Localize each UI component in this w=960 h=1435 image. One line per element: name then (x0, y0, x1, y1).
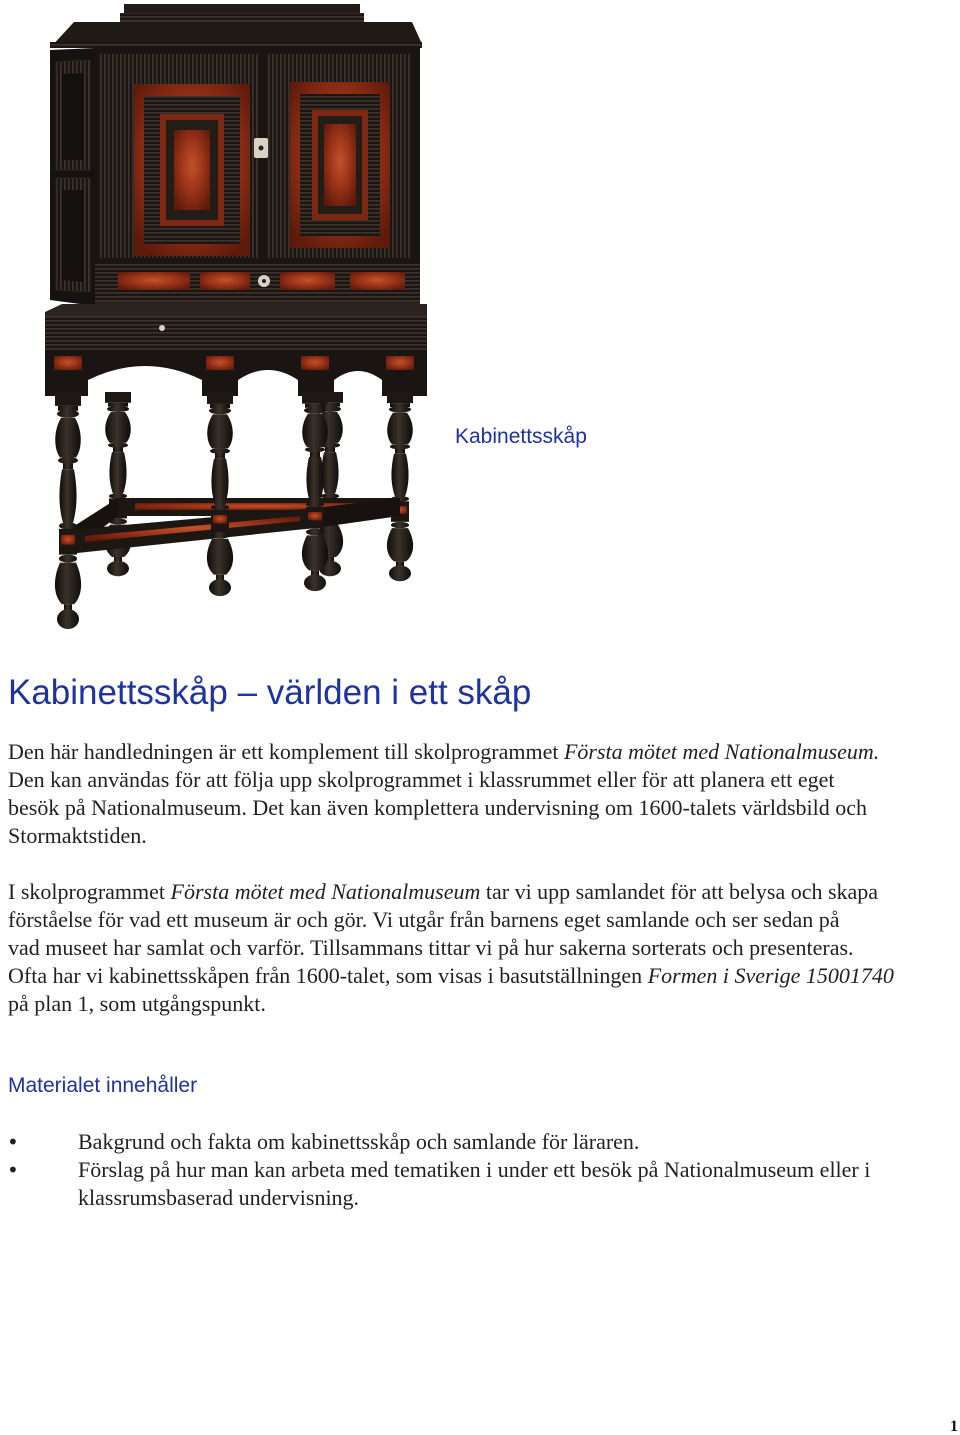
door-lock (254, 138, 268, 158)
text-line (8, 794, 879, 822)
intro-paragraph (8, 738, 879, 850)
program-paragraph (8, 878, 894, 1018)
text-run: förståelse för vad ett museum är och gör. Vi utgår från barnens eget samlande och ser sedan på (8, 907, 840, 932)
list-item-text: Förslag på hur man kan arbeta med tematiken i under ett besök på Nationalmuseum eller i (78, 1157, 871, 1182)
text-run: I skolprogrammet (8, 879, 171, 904)
page-title: Kabinettsskåp – världen i ett skåp (8, 673, 532, 712)
drawer-strip (95, 262, 420, 307)
text-line (8, 934, 894, 962)
text-run: Ofta har vi kabinettsskåpen från 1600-talet, som visas i basutställningen (8, 963, 648, 988)
stretcher (68, 498, 400, 554)
text-line (8, 738, 879, 766)
right-door (266, 54, 412, 258)
left-door (100, 54, 259, 258)
list-item (0, 1156, 960, 1212)
bullet-icon: • (7, 1130, 19, 1154)
text-line (8, 962, 894, 990)
materials-heading: Materialet innehåller (8, 1074, 198, 1097)
text-run: Den kan användas för att följa upp skolprogrammet i klassrummet eller för att planera ett eget (8, 767, 835, 792)
cabinet-image (40, 0, 430, 635)
text-run: besök på Nationalmuseum. Det kan även komplettera undervisning om 1600-talets världsbild och (8, 795, 868, 820)
text-line (8, 990, 894, 1018)
text-line (8, 822, 879, 850)
text-line (8, 906, 894, 934)
bullet-icon: • (7, 1158, 19, 1182)
cabinet-side-panel (50, 48, 95, 306)
text-line (8, 878, 894, 906)
text-run: tar vi upp samlandet för att belysa och skapa (480, 879, 879, 904)
list-item-text: Bakgrund och fakta om kabinettsskåp och samlande för läraren. (78, 1129, 640, 1154)
stand (45, 304, 427, 398)
back-legs (105, 392, 413, 581)
text-run: Stormaktstiden. (8, 823, 147, 848)
italic-title: Formen i Sverige 15001740 (647, 963, 894, 988)
text-run: Den här handledningen är ett komplement till skolprogrammet (8, 739, 564, 764)
text-line (8, 766, 879, 794)
text-run: på plan 1, som utgångspunkt. (8, 991, 266, 1016)
italic-title: Första mötet med Nationalmuseum. (563, 739, 880, 764)
text-run: vad museet har samlat och varför. Tillsammans tittar vi på hur sakerna sorterats och presenteras. (8, 935, 854, 960)
list-item (0, 1128, 960, 1156)
figure-caption: Kabinettsskåp (455, 425, 587, 448)
page-number: 1 (950, 1418, 958, 1435)
list-item-text: klassrumsbaserad undervisning. (78, 1185, 360, 1210)
italic-title: Första mötet med Nationalmuseum (170, 879, 481, 904)
cabinet-top-crest (50, 4, 422, 48)
materials-list (0, 1128, 960, 1212)
